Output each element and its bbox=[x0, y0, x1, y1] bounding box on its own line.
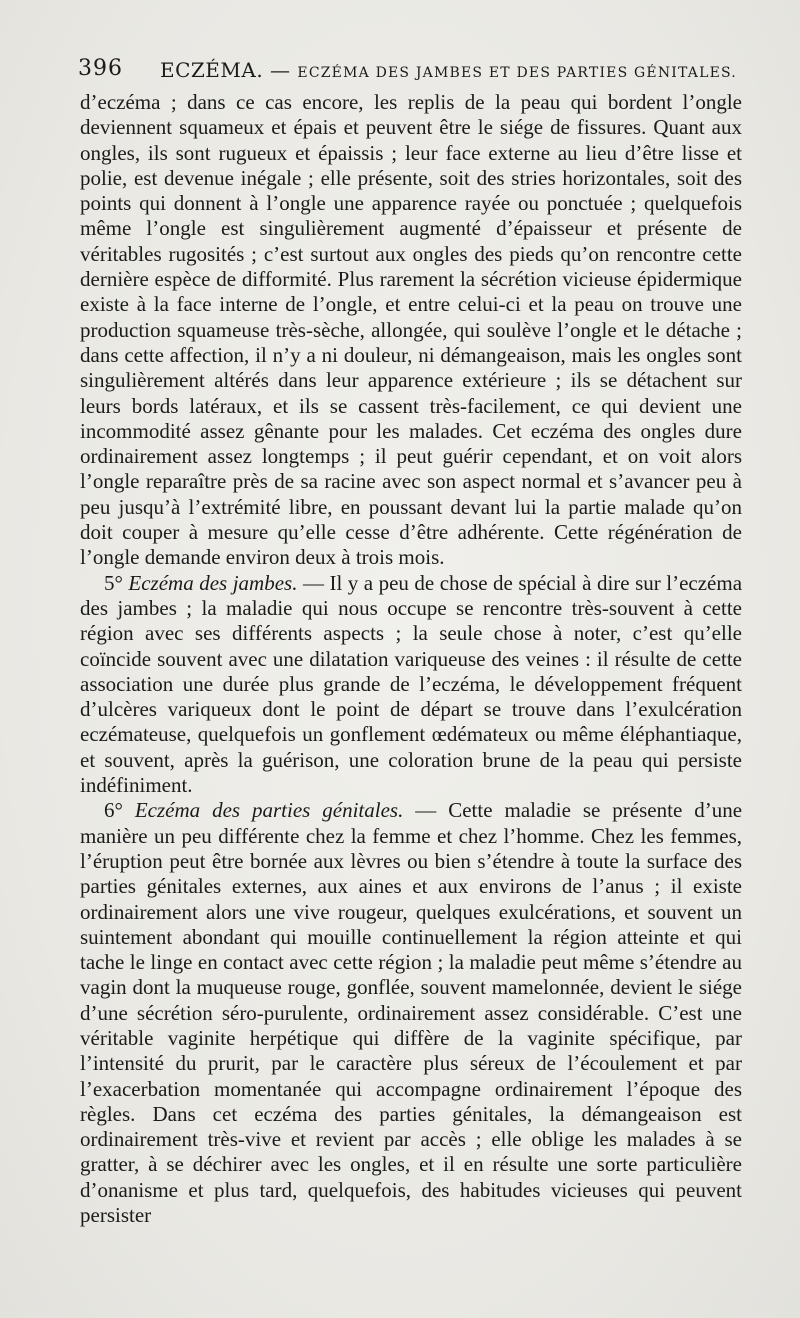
paragraph-genital-eczema bbox=[80, 798, 742, 1228]
section-heading: Eczéma des jambes. bbox=[128, 570, 298, 595]
section-heading: Eczéma des parties génitales. bbox=[134, 798, 404, 823]
page-number: 396 bbox=[78, 56, 123, 81]
heading-dash: — bbox=[403, 798, 449, 823]
running-header bbox=[78, 56, 742, 86]
running-head-subtitle: ECZÉMA DES JAMBES ET DES PARTIES GÉNITALES. bbox=[297, 65, 737, 81]
section-number: 5° bbox=[104, 570, 123, 595]
section-number: 6° bbox=[104, 798, 123, 823]
paragraph-nail-eczema: d’eczéma ; dans ce cas encore, les replis de la peau qui bordent l’ongle deviennent squameux et épais et peuvent être le siége de fissures. Quant aux ongles, ils sont rugueux et épaissis ; leur face externe au lieu d’être lisse et polie, est devenue inégale ; elle présente, soit des stries horizontales, soit des points qui donnent à l’ongle une apparence rayée ou ponctuée ; quelquefois même l’ongle est singulièrement augmenté d’épaisseur et présente de véritables rugosités ; c’est surtout aux ongles des pieds qu’on rencontre cette dernière espèce de difformité. Plus rarement la sécrétion vicieuse épidermique existe à la face interne de l’ongle, et entre celui-ci et la peau on trouve une production squameuse très-sèche, allongée, qui soulève l’ongle et le détache ; dans cette affection, il n’y a ni douleur, ni démangeaison, mais les ongles sont singulièrement altérés dans leur apparence extérieure ; ils se détachent sur leurs bords latéraux, et ils se cassent très-facilement, ce qui devient une incommodité assez gênante pour les malades. Cet eczéma des ongles dure ordinairement assez longtemps ; il peut guérir cependant, et on voit alors l’ongle reparaître près de sa racine avec son aspect normal et s’avancer peu à peu jusqu’à l’extrémité libre, en poussant devant lui la partie malade qu’on doit couper à mesure qu’elle cesse d’être adhérente. Cette régénération de l’ongle demande environ deux à trois mois. bbox=[80, 90, 742, 570]
body-text bbox=[80, 90, 742, 1228]
paragraph-text: Cette maladie se présente d’une manière un peu différente chez la femme et chez l’homme. Chez les femmes, l’éruption peut être bornée aux lèvres ou bien s’étendre à toute la surface des parties génitales externes, aux aines et aux environs de l’anus ; il existe ordinairement alors une vive rougeur, quelques exulcérations, et souvent un suintement abondant qui mouille continuellement la région atteinte et qui tache le linge en contact avec cette région ; la maladie peut même s’étendre au vagin dont la muqueuse rouge, gonflée, souvent mamelonnée, devient le siége d’une sécrétion séro-purulente, ordinairement assez considérable. C’est une véritable vaginite herpétique qui diffère de la vaginite spécifique, par l’intensité du prurit, par le caractère plus séreux de l’écoulement et par l’exacerbation momentanée qui accompagne ordinairement l’époque des règles. Dans cet eczéma des parties génitales, la démangeaison est ordinairement très-vive et revient par accès ; elle oblige les malades à se gratter, à se déchirer avec les ongles, et il en résulte une sorte particulière d’onanisme et plus tard, quelquefois, des habitudes vicieuses qui peuvent persister bbox=[80, 798, 743, 1228]
running-head bbox=[160, 58, 737, 82]
paragraph-legs-eczema bbox=[80, 571, 742, 799]
paragraph-text: Il y a peu de chose de spécial à dire sur l’eczéma des jambes ; la maladie qui nous occupe se rencontre très-souvent à cette région avec ses différents aspects ; la seule chose à noter, c’est qu’elle coïncide souvent avec une dilatation variqueuse des veines : il résulte de cette association une durée plus grande de l’eczéma, le développement fréquent d’ulcères variqueux dont le point de départ se trouve dans l’exulcération eczémateuse, quelquefois un gonflement œdémateux ou même éléphantiaque, et souvent, après la guérison, une coloration brune de la peau qui persiste indéfiniment. bbox=[80, 570, 743, 798]
running-head-title: ECZÉMA. bbox=[160, 58, 264, 82]
heading-dash: — bbox=[297, 570, 330, 595]
running-head-separator: — bbox=[263, 58, 298, 82]
